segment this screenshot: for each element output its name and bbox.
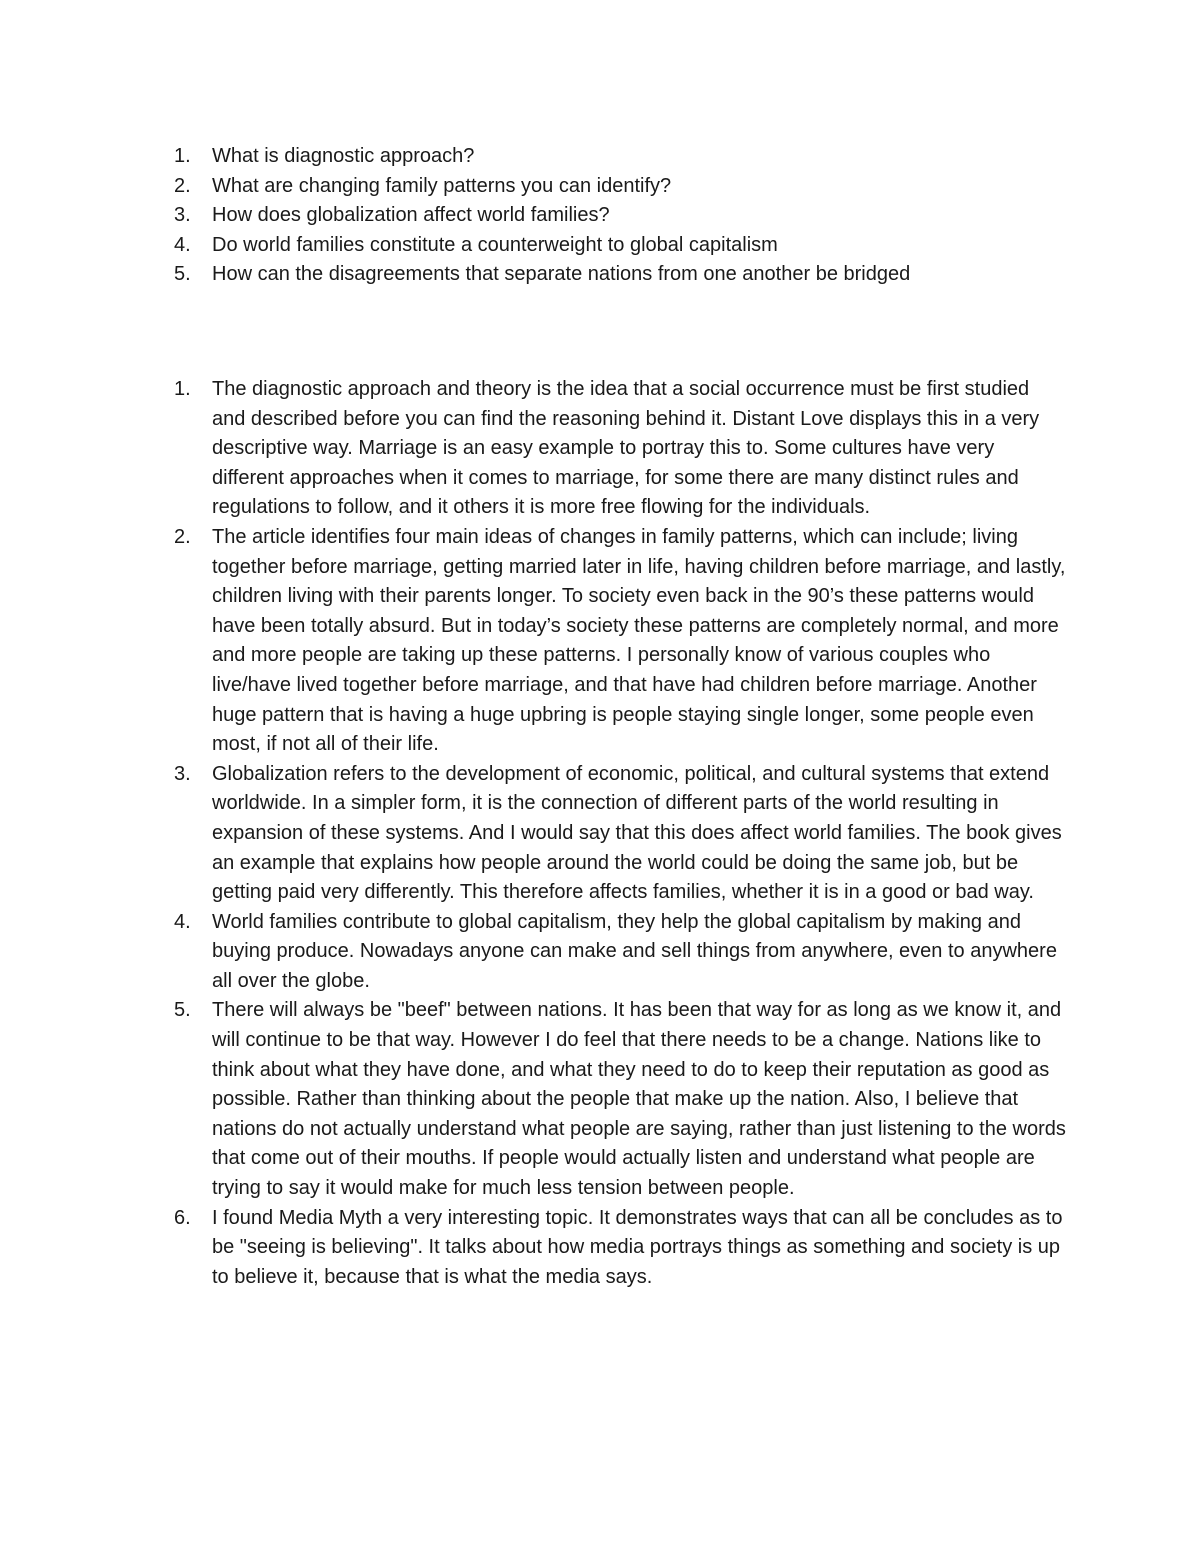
question-item: [168, 231, 1068, 261]
list-number: 3.: [174, 204, 191, 227]
list-number: 2.: [174, 525, 191, 548]
answer-text: I found Media Myth a very interesting topic. It demonstrates ways that can all be concludes as to be "seeing is believing". It talks about how media portrays things as something and society is up to believe it, because that is what the media says.: [212, 1206, 1063, 1288]
answer-item: [168, 523, 1068, 760]
answer-text: The article identifies four main ideas of changes in family patterns, which can include; living together before marriage, getting married later in life, having children before marriage, and lastly, children living with their parents longer. To society even back in the 90’s these patterns would have been totally absurd. But in today’s society these patterns are completely normal, and more and more people are taking up these patterns. I personally know of various couples who live/have lived together before marriage, and that have had children before marriage. Another huge pattern that is having a huge upbring is people staying single longer, some people even most, if not all of their life.: [212, 525, 1066, 756]
questions-list: [168, 142, 1068, 290]
answer-item: [168, 760, 1068, 908]
question-text: How does globalization affect world families?: [212, 204, 610, 227]
list-number: 4.: [174, 233, 191, 256]
answer-text: The diagnostic approach and theory is the idea that a social occurrence must be first studied and described before you can find the reasoning behind it. Distant Love displays this in a very descriptive way. Marriage is an easy example to portray this to. Some cultures have very different approaches when it comes to marriage, for some there are many distinct rules and regulations to follow, and it others it is more free flowing for the individuals.: [212, 378, 1040, 519]
answer-text: World families contribute to global capitalism, they help the global capitalism by making and buying produce. Nowadays anyone can make and sell things from anywhere, even to anywhere all over the globe.: [212, 910, 1057, 992]
list-number: 5.: [174, 999, 191, 1022]
list-number: 5.: [174, 263, 191, 286]
question-text: What are changing family patterns you can identify?: [212, 174, 672, 197]
question-text: What is diagnostic approach?: [212, 145, 475, 167]
list-number: 3.: [174, 762, 191, 785]
answer-item: [168, 996, 1068, 1203]
answer-item: [168, 1204, 1068, 1293]
answer-item: [168, 908, 1068, 997]
list-number: 6.: [174, 1206, 191, 1229]
list-number: 1.: [174, 145, 191, 167]
answers-list: [168, 375, 1068, 1292]
question-item: [168, 142, 1068, 172]
question-text: Do world families constitute a counterweight to global capitalism: [212, 233, 778, 256]
list-number: 2.: [174, 174, 191, 197]
question-item: [168, 260, 1068, 290]
list-number: 1.: [174, 378, 191, 400]
answer-text: Globalization refers to the development of economic, political, and cultural systems that extend worldwide. In a simpler form, it is the connection of different parts of the world resulting in expansion of these systems. And I would say that this does affect world families. The book gives an example that explains how people around the world could be doing the same job, but be getting paid very differently. This therefore affects families, whether it is in a good or bad way.: [212, 762, 1062, 904]
question-text: How can the disagreements that separate nations from one another be bridged: [212, 263, 911, 286]
answer-text: There will always be "beef" between nations. It has been that way for as long as we know it, and will continue to be that way. However I do feel that there needs to be a change. Nations like to think about what they have done, and what they need to do to keep their reputation as good as possible. Rather than thinking about the people that make up the nation. Also, I believe that nations do not actually understand what people are saying, rather than just listening to the words that come out of their mouths. If people would actually listen and understand what people are trying to say it would make for much less tension between people.: [212, 999, 1066, 1200]
list-number: 4.: [174, 910, 191, 933]
answer-item: [168, 375, 1068, 523]
question-item: [168, 201, 1068, 231]
question-item: [168, 172, 1068, 202]
